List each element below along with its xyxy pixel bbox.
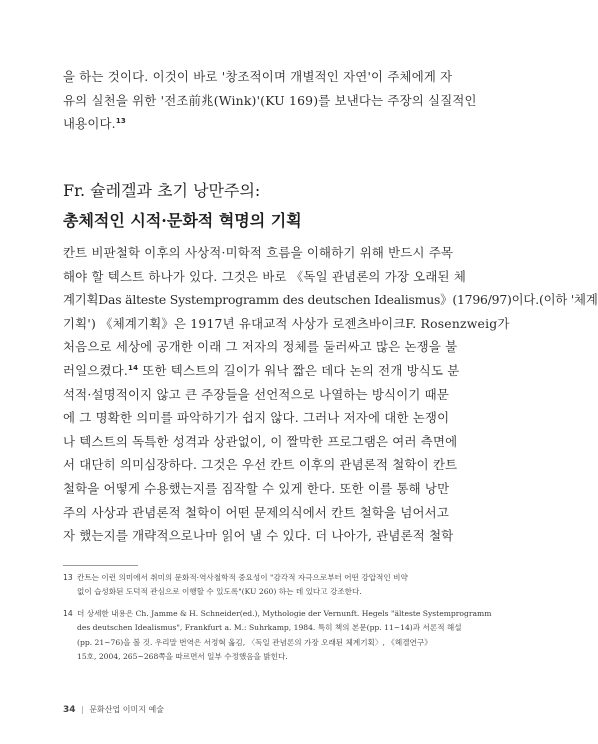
footnote-number: 13: [63, 573, 73, 582]
text-line: 계기획Das älteste Systemprogramm des deutschen Idealismus》(1796/97)이다.(이하 '체계: [63, 292, 598, 308]
text-line: 자 했는지를 개략적으로나마 읽어 낼 수 있다. 더 나아가, 관념론적 철학: [63, 528, 454, 544]
page-footer: [63, 704, 164, 715]
text-line: 주의 사상과 관념론적 철학이 어떤 문제의식에서 칸트 철학을 넘어서고: [63, 504, 450, 520]
text-line: 을 하는 것이다. 이것이 바로 '창조적이며 개별적인 자연'이 주체에게 자: [63, 69, 453, 84]
footnote-line: (pp. 21~76)을 볼 것. 우리말 번역은 서정혁 옮김, 〈독일 관념론의 가장 오래된 체계기획〉, 《헤겔연구》: [77, 637, 432, 647]
footnote-line: 칸트는 이런 의미에서 취미의 문화적·역사철학적 중요성이 "감각적 자극으로부터 어떤 강압적인 비약: [77, 573, 408, 582]
heading-line-1: Fr. 슐레겔과 초기 낭만주의:: [63, 181, 261, 200]
footnote-ref[interactable]: 14: [128, 363, 139, 372]
text-line: 에 그 명확한 의미를 파악하기가 쉽지 않다. 그러나 저자에 대한 논쟁이: [63, 410, 450, 426]
footnote-line: 15호, 2004, 265~268쪽을 따르면서 일부 수정했음을 밝힌다.: [77, 652, 288, 662]
footer-separator: |: [81, 705, 84, 714]
footnote-13: [63, 571, 440, 600]
footnote-line: 없이 습성화된 도덕적 관심으로 이행할 수 있도록"(KU 260) 하는 데 있다고 강조한다.: [77, 587, 362, 597]
main-paragraph: [63, 241, 598, 548]
text-line: 유의 실천을 위한 '전조前兆(Wink)'(KU 169)를 보낸다는 주장의 실질적인: [63, 92, 477, 108]
footnote-number: 14: [63, 609, 73, 618]
text-line: 나 텍스트의 독특한 성격과 상관없이, 이 짤막한 프로그램은 여러 측면에: [63, 433, 458, 449]
text-line: 해야 할 텍스트 하나가 있다. 그것은 바로 《독일 관념론의 가장 오래된 체: [63, 268, 466, 284]
text-line: 내용이다.$^{13}$: [63, 116, 126, 132]
text-line: 철학을 어떻게 수용했는지를 짐작할 수 있게 한다. 또한 이를 통해 낭만: [63, 480, 450, 496]
footnote-divider: [63, 565, 138, 566]
heading-line-2: 총체적인 시적·문화적 혁명의 기획: [63, 211, 302, 230]
footnote-line: 더 상세한 내용은 Ch. Jamme & H. Schneider(ed.), Mythologie der Vernunft. Hegels "älteste Systemprogramm: [77, 609, 492, 618]
text-line: 처음으로 세상에 공개한 이래 그 저자의 정체를 둘러싸고 많은 논쟁을 불: [63, 339, 458, 355]
footnote-14: [63, 607, 492, 665]
footnote-ref[interactable]: 13: [115, 117, 126, 126]
page-number: 34: [63, 705, 76, 715]
section-heading: [63, 176, 440, 236]
text-line: 러일으켰다.$^{14}$ 또한 텍스트의 길이가 워낙 짧은 데다 논의 전개 방식도 분: [63, 362, 460, 378]
running-title: 문화산업 이미지 예술: [89, 705, 164, 714]
text-line: 칸트 비판철학 이후의 사상적·미학적 흐름을 이해하기 위해 반드시 주목: [63, 245, 454, 260]
text-line: 서 대단히 의미심장하다. 그것은 우선 칸트 이후의 관념론적 철학이 칸트: [63, 457, 458, 473]
footnote-line: des deutschen Idealismus", Frankfurt a. M.: Suhrkamp, 1984. 특히 책의 본문(pp. 11~14)과 서론적 해설: [77, 623, 462, 633]
text-line: 기획') 《체계기획》은 1917년 유대교적 사상가 로젠츠바이크F. Rosenzweig가: [63, 315, 510, 331]
top-paragraph: [63, 65, 477, 136]
text-line: 석적·설명적이지 않고 큰 주장들을 선언적으로 나열하는 방식이기 때문: [63, 386, 450, 402]
